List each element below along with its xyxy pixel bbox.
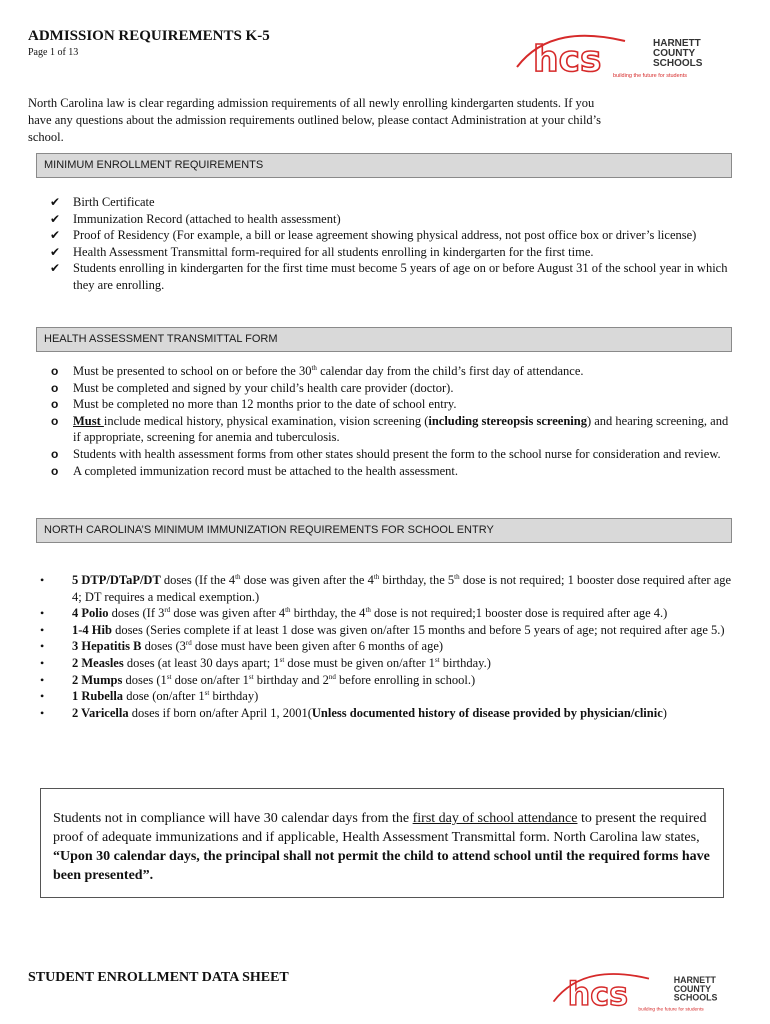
footer-title: STUDENT ENROLLMENT DATA SHEET (28, 970, 289, 985)
check-icon: ✔ (50, 244, 61, 259)
health-form-list (48, 363, 738, 479)
logo-line-1: HARNETT (673, 975, 716, 986)
list-item: • 2 Varicella doses if born on/after April 1, 2001(Unless documented history of disease provided by physician/clinic) (40, 705, 667, 720)
logo-tagline: building the future for students (613, 73, 687, 79)
compliance-notice: Students not in compliance will have 30 calendar days from the first day of school attendance to present the required proof of adequate immunizations and if applicable, Health Assessment Transmittal form. North Carolina law states, “Upon 30 calendar days, the principal shall not permit the child to attend school until the required forms have been presented”. (40, 788, 724, 898)
circle-bullet-icon: o (51, 463, 59, 478)
list-item: ✔ Proof of Residency (For example, a bill or lease agreement showing physical address, not post office box or driver’s license) (50, 228, 697, 243)
list-item: ✔ Health Assessment Transmittal form-required for all students enrolling in kindergarten for the first time. (50, 244, 594, 259)
bullet-icon: • (40, 622, 45, 637)
immunization-list (40, 572, 738, 721)
list-item: • 5 DTP/DTaP/DT doses (If the 4th dose was given after the 4th birthday, the 5th dose is not required; 1 booster dose required after age 4; DT requires a medical exemption.) (40, 572, 732, 604)
check-icon: ✔ (50, 195, 61, 209)
circle-bullet-icon: o (51, 397, 59, 412)
logo-line-2: COUNTY (673, 983, 712, 994)
list-item: • 4 Polio doses (If 3rd dose was given after 4th birthday, the 4th dose is not required;1 booster dose is required after age 4.) (40, 606, 668, 621)
notice-underlined-text: first day of school attendance (412, 811, 578, 826)
page-title: ADMISSION REQUIREMENTS K-5 (28, 28, 270, 44)
logo-line-3: SCHOOLS (673, 992, 718, 1003)
district-logo (513, 27, 728, 83)
list-item: o Must be completed no more than 12 months prior to the date of school entry. (51, 397, 457, 412)
list-item: o Students with health assessment forms from other states should present the form to the school nurse for consideration and review. (51, 446, 721, 461)
check-icon: ✔ (50, 211, 61, 226)
logo-letters: hcs (567, 975, 629, 1014)
intro-paragraph: North Carolina law is clear regarding admission requirements of all newly enrolling kindergarten students. If you have any questions about the admission requirements outlined below, please contact Administration at your child’s school. (28, 96, 602, 144)
check-icon: ✔ (50, 228, 61, 243)
list-item: ✔ Immunization Record (attached to health assessment) (50, 211, 341, 226)
bullet-icon: • (40, 573, 45, 587)
list-item: o Must be presented to school on or before the 30th calendar day from the child’s first day of attendance. (51, 363, 584, 378)
circle-bullet-icon: o (51, 364, 59, 378)
list-item: • 2 Mumps doses (1st dose on/after 1st birthday and 2nd before enrolling in school.) (40, 672, 476, 687)
list-item: • 1-4 Hib doses (Series complete if at least 1 dose was given on/after 15 months and before 5 years of age; not required after age 5.) (40, 622, 725, 637)
bullet-icon: • (40, 705, 45, 720)
list-item: • 2 Measles doses (at least 30 days apart; 1st dose must be given on/after 1st birthday.) (40, 655, 491, 670)
bullet-icon: • (40, 606, 45, 621)
bullet-icon: • (40, 655, 45, 670)
logo-tagline: building the future for students (638, 1007, 704, 1013)
circle-bullet-icon: o (51, 380, 59, 395)
list-item: • 3 Hepatitis B doses (3rd dose must have been given after 6 months of age) (40, 639, 444, 654)
logo-line-2: COUNTY (653, 48, 696, 59)
enrollment-checklist (48, 194, 738, 294)
logo-line-1: HARNETT (653, 38, 701, 49)
list-item: o Must include medical history, physical examination, vision screening (including stereopsis screening) and hearing screening, and if appropriate, screening for anemia and tuberculosis. (51, 413, 729, 445)
section-header-immunization: NORTH CAROLINA’S MINIMUM IMMUNIZATION REQUIREMENTS FOR SCHOOL ENTRY (36, 518, 732, 543)
page-number: Page 1 of 13 (28, 47, 79, 58)
section-header-minimum-enrollment: MINIMUM ENROLLMENT REQUIREMENTS (36, 153, 732, 178)
logo-letters: hcs (533, 39, 602, 80)
district-logo-footer (550, 966, 740, 1016)
bullet-icon: • (40, 639, 45, 654)
circle-bullet-icon: o (51, 413, 59, 428)
section-header-health-assessment: HEALTH ASSESSMENT TRANSMITTAL FORM (36, 327, 732, 352)
notice-quote: “Upon 30 calendar days, the principal shall not permit the child to attend school until the required forms have been presented”. (53, 849, 710, 883)
check-icon: ✔ (50, 261, 61, 276)
list-item: ✔ Students enrolling in kindergarten for the first time must become 5 years of age on or before August 31 of the school year in which they are enrolling. (50, 261, 728, 292)
list-item: o A completed immunization record must be attached to the health assessment. (51, 463, 458, 478)
circle-bullet-icon: o (51, 446, 59, 461)
list-item: o Must be completed and signed by your child’s health care provider (doctor). (51, 380, 454, 395)
bullet-icon: • (40, 672, 45, 687)
list-item: ✔ Birth Certificate (50, 195, 155, 209)
bullet-icon: • (40, 689, 45, 704)
logo-line-3: SCHOOLS (653, 58, 703, 69)
list-item: • 1 Rubella dose (on/after 1st birthday) (40, 689, 259, 704)
